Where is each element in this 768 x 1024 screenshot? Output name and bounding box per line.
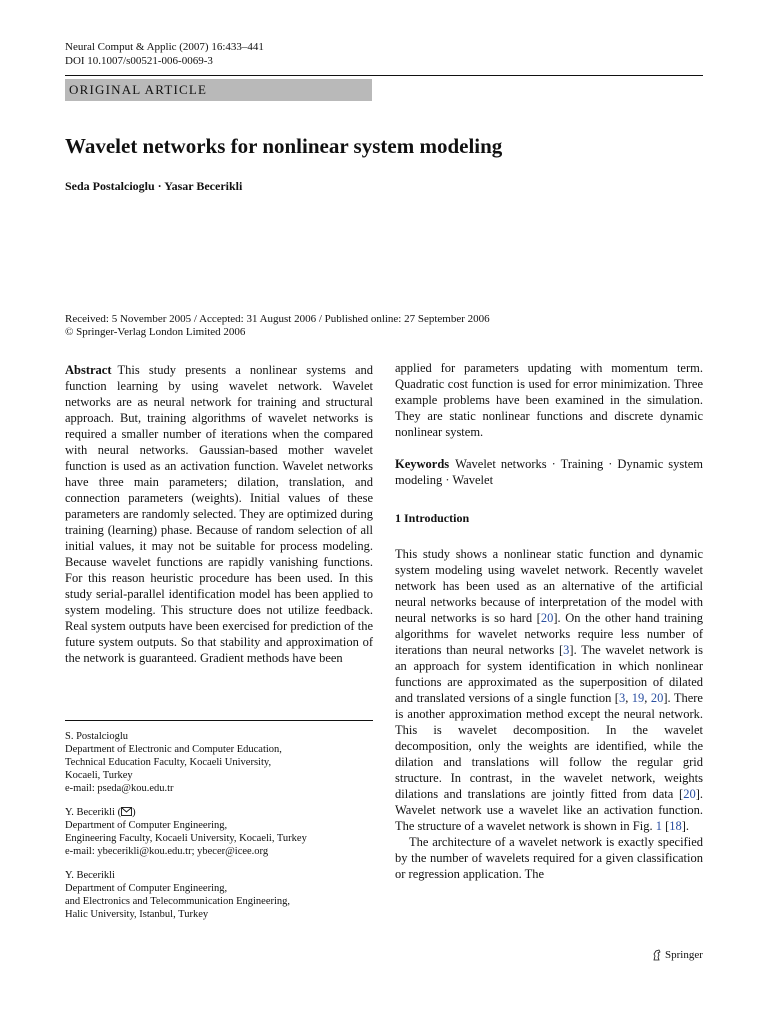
affiliation-line: Department of Computer Engineering, xyxy=(65,883,228,894)
affiliation-name-row xyxy=(65,806,385,819)
paper-title: Wavelet networks for nonlinear system modeling xyxy=(65,134,503,158)
affiliation-line: Kocaeli, Turkey xyxy=(65,770,133,781)
affiliation-name: S. Postalcioglu xyxy=(65,731,129,742)
intro-paragraph-2: The architecture of a wavelet network is exactly specified by the number of wavelets required for a given classification or regression application. The xyxy=(395,835,703,881)
affiliation-line: Department of Electronic and Computer Education, xyxy=(65,744,282,755)
body-text: [ xyxy=(661,819,670,833)
abstract-text: This study presents a nonlinear systems and function learning by using wavelet network. Wavelet networks are as neural network for training and structural approach. But, training algorithms of wavelet networks is required a smaller number of iterations when the compared with neural networks. Gaussian-based mother wavelet function is used as an activation function. Wavelet networks have three main parameters; dilation, translation, and connection parameters (weights). Initial values of these parameters are randomly selected. They are optimized during training (learning) phase. Because of random selection of all initial values, it may not be suitable for process modeling. Because wavelet functions are rapidly vanishing functions. For this reason heuristic procedure has been used. In this study serial-parallel identification model has been applied to system modeling. This structure does not utilize feedback. Real system outputs have been exercised for prediction of the future system outputs. So that stability and approximation of the network is guaranteed. Gradient methods have been xyxy=(65,363,373,665)
affiliation-1 xyxy=(65,730,385,795)
journal-citation: Neural Comput & Applic (2007) 16:433–441 xyxy=(65,41,264,53)
affiliation-email: e-mail: ybecerikli@kou.edu.tr; ybecer@icee.org xyxy=(65,846,269,857)
body-text: ]. The wavelet network is an approach for system identification in which nonlinear functions are approximated as the superposition of dilated and translated versions of a single function [ xyxy=(395,643,703,705)
keywords-text: Wavelet networks · Training · Dynamic system modeling · Wavelet xyxy=(395,457,703,487)
keywords-label: Keywords xyxy=(395,457,450,471)
body-text: , xyxy=(625,691,632,705)
figure-link[interactable]: 1 xyxy=(655,819,662,833)
publisher-mark xyxy=(652,949,703,961)
affiliation-line: and Electronics and Telecommunication Engineering, xyxy=(65,896,291,907)
citation-link[interactable]: 20 xyxy=(683,787,696,801)
publisher-name: Springer xyxy=(665,949,703,961)
affiliations xyxy=(65,730,385,932)
citation-link[interactable]: 3 xyxy=(563,643,570,657)
body-text: This study shows a nonlinear static function and dynamic system modeling using wavelet network. Recently wavelet network has been used as an alternative of the artificial neural networks because of interpretation of the model with neural networks is so hard [ xyxy=(395,547,703,625)
keywords-paragraph xyxy=(395,456,703,488)
springer-horse-icon xyxy=(652,949,662,961)
affiliation-name: Y. Becerikli ( xyxy=(65,807,122,818)
body-text: ]. There is another approximation method except the neural network. This is wavelet decomposition. In the wavelet decomposition, only the weights are identified, while the dilation and translations will follow the regular grid structure. In contrast, in the wavelet network, weights dilations and translations are jointly fitted from data [ xyxy=(395,691,703,801)
affiliation-name-close: ) xyxy=(132,807,136,818)
abstract-label: Abstract xyxy=(65,363,112,377)
body-text: ]. Wavelet network use a wavelet like an activation function. The structure of a wavelet network is shown in Fig. xyxy=(395,787,703,833)
body-text: , xyxy=(644,691,651,705)
affiliation-3 xyxy=(65,869,385,921)
abstract-paragraph xyxy=(65,362,373,666)
body-text: ]. xyxy=(681,819,690,833)
section-heading: 1 Introduction xyxy=(395,511,470,525)
right-column xyxy=(395,360,703,882)
citation-link[interactable]: 18 xyxy=(669,819,682,833)
footnote-rule xyxy=(65,720,373,721)
header-rule xyxy=(65,75,703,76)
body-text: ]. On the other hand training algorithms for wavelet networks require less number of iterations than neural networks [ xyxy=(395,611,703,657)
affiliation-line: Department of Computer Engineering, xyxy=(65,820,228,831)
affiliation-line: Halic University, Istanbul, Turkey xyxy=(65,909,209,920)
citation-link[interactable]: 19 xyxy=(631,691,645,705)
envelope-icon xyxy=(121,807,132,816)
citation-link[interactable]: 3 xyxy=(618,691,626,705)
affiliation-email: e-mail: pseda@kou.edu.tr xyxy=(65,783,174,794)
affiliation-line: Technical Education Faculty, Kocaeli University, xyxy=(65,757,272,768)
affiliation-line: Engineering Faculty, Kocaeli University, Kocaeli, Turkey xyxy=(65,833,307,844)
affiliation-name: Y. Becerikli xyxy=(65,870,115,881)
doi: DOI 10.1007/s00521-006-0069-3 xyxy=(65,55,213,67)
copyright: © Springer-Verlag London Limited 2006 xyxy=(65,326,246,338)
abstract-continuation: applied for parameters updating with momentum term. Quadratic cost function is used for error minimization. Three example problems have been examined in the simulation. They are static nonlinear functions and discrete dynamic nonlinear system. xyxy=(395,361,703,439)
citation-link[interactable]: 20 xyxy=(540,611,554,625)
article-type-banner: ORIGINAL ARTICLE xyxy=(65,79,372,101)
intro-paragraph-1 xyxy=(395,546,703,834)
affiliation-2 xyxy=(65,806,385,858)
left-column xyxy=(65,362,373,666)
publication-history: Received: 5 November 2005 / Accepted: 31 August 2006 / Published online: 27 September 2006 xyxy=(65,313,490,325)
author-list: Seda Postalcioglu · Yasar Becerikli xyxy=(65,179,243,193)
citation-link[interactable]: 20 xyxy=(650,691,664,705)
